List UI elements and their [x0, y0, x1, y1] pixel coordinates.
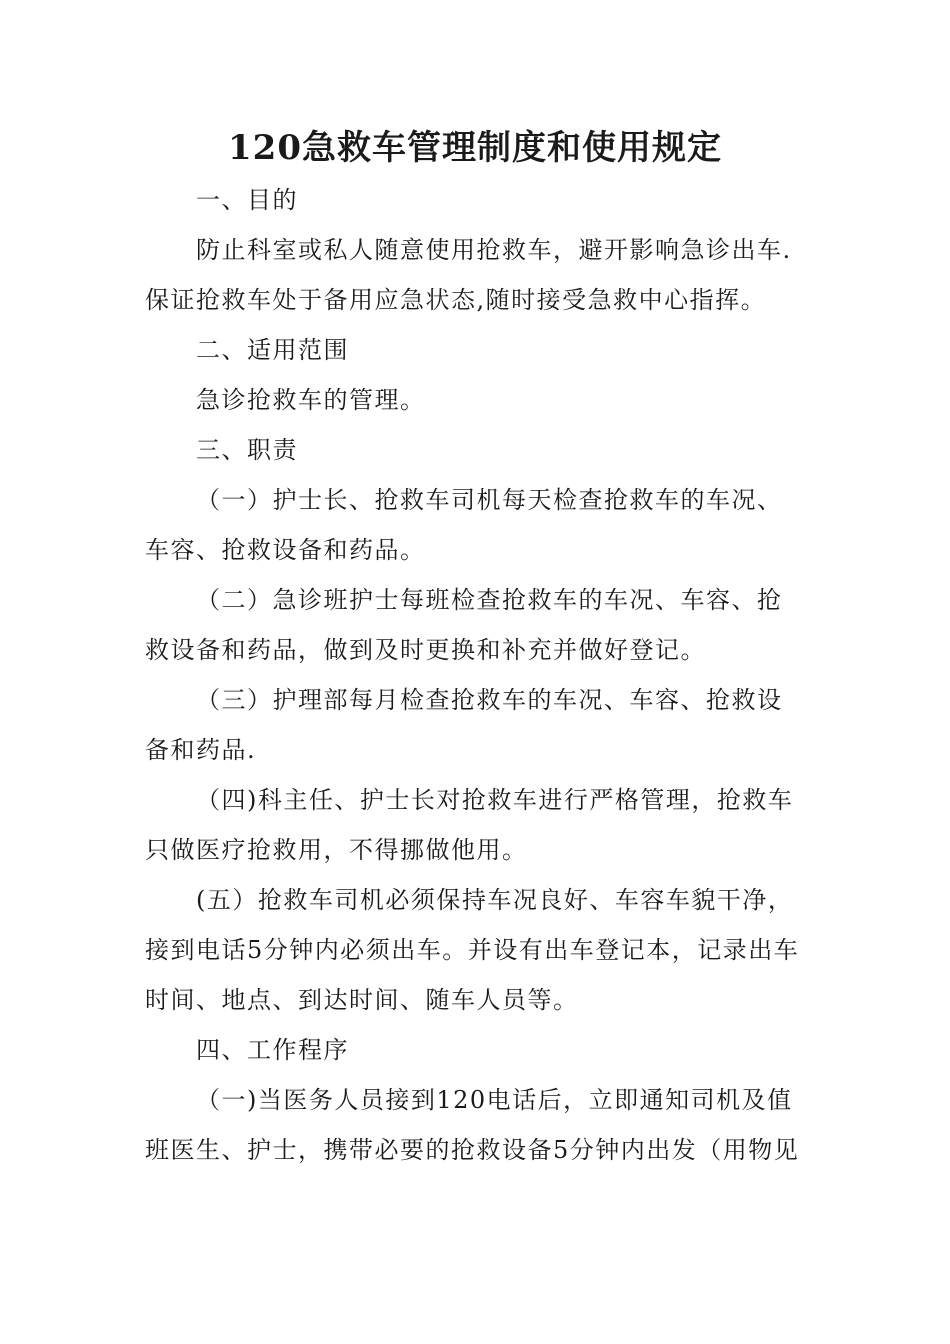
paragraph-line: (五）抢救车司机必须保持车况良好、车容车貌干净， — [196, 886, 794, 914]
section-heading-procedure: 四、工作程序 — [196, 1036, 349, 1064]
section-heading-scope: 二、适用范围 — [196, 336, 349, 364]
paragraph-line: 保证抢救车处于备用应急状态,随时接受急救中心指挥。 — [145, 286, 767, 314]
paragraph-line: 急诊抢救车的管理。 — [196, 386, 426, 414]
paragraph-line: 时间、地点、到达时间、随车人员等。 — [145, 986, 579, 1014]
paragraph-line: 救设备和药品，做到及时更换和补充并做好登记。 — [145, 636, 706, 664]
paragraph-line: 只做医疗抢救用，不得挪做他用。 — [145, 836, 528, 864]
section-heading-duties: 三、职责 — [196, 436, 298, 464]
paragraph-line: （三）护理部每月检查抢救车的车况、车容、抢救设 — [196, 686, 783, 714]
document-title: 120急救车管理制度和使用规定 — [228, 128, 722, 168]
paragraph-line: （二）急诊班护士每班检查抢救车的车况、车容、抢 — [196, 586, 783, 614]
paragraph-line: 防止科室或私人随意使用抢救车，避开影响急诊出车. — [196, 236, 792, 264]
paragraph-line: （一）护士长、抢救车司机每天检查抢救车的车况、 — [196, 486, 783, 514]
paragraph-line: 备和药品. — [145, 736, 257, 764]
paragraph-line: （一)当医务人员接到120电话后，立即通知司机及值 — [196, 1086, 793, 1114]
paragraph-line: 班医生、护士，携带必要的抢救设备5分钟内出发（用物见 — [145, 1136, 800, 1164]
section-heading-purpose: 一、目的 — [196, 186, 298, 214]
paragraph-line: （四)科主任、护士长对抢救车进行严格管理，抢救车 — [196, 786, 794, 814]
paragraph-line: 车容、抢救设备和药品。 — [145, 536, 426, 564]
paragraph-line: 接到电话5分钟内必须出车。并设有出车登记本，记录出车 — [145, 936, 800, 964]
